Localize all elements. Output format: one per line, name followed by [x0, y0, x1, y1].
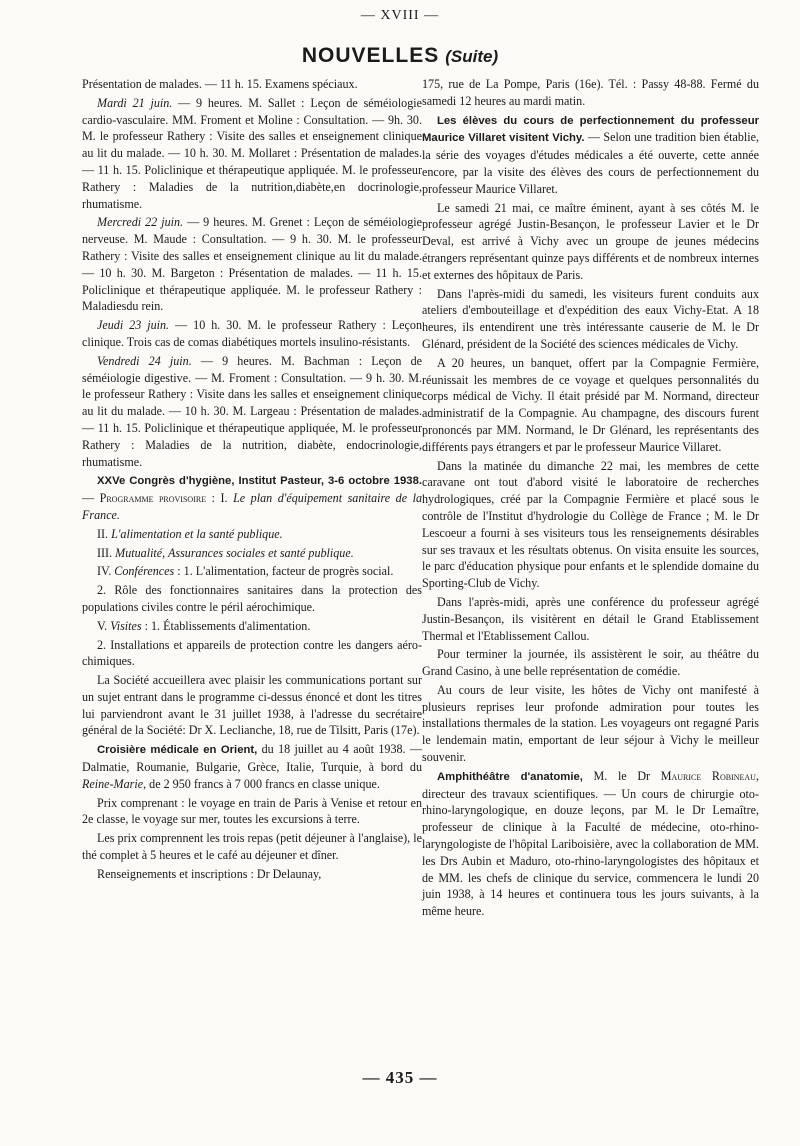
paragraph-text: III. [97, 545, 116, 560]
paragraph: Dans l'après-midi du samedi, les visiteurs furent conduits aux ateliers d'embouteillage et d'expédition des eaux Vichy-Etat. A 18 heures, ils entendirent une très intéressante causerie de M. le Dr Glénard, président de la Société des sciences médicales de Vichy. [422, 286, 759, 351]
heading-croisiere: Croisière médicale en Orient, [97, 744, 258, 757]
page-folio: — 435 — [362, 1068, 438, 1087]
heading-amphi: Amphithéâtre d'anatomie, [437, 770, 583, 783]
paragraph-text: II. [97, 526, 112, 541]
paragraph-mardi [82, 95, 422, 213]
paragraph-text: L'alimentation et la santé publique. [111, 526, 283, 541]
paragraph-vendredi [82, 353, 422, 471]
page-title [0, 44, 800, 68]
page-title-suite: (Suite) [445, 47, 499, 66]
paragraph-text: : 1. Établissements d'alimentation. [141, 618, 311, 633]
paragraph: Dans l'après-midi, après une conférence du professeur agrégé Justin-Besançon, ils visitèrent en détail le Grand Etablissement Thermal et l'Etablissement Callou. [422, 594, 759, 643]
paragraph-text: : 1. L'alimentation, facteur de progrès social. [174, 564, 394, 579]
right-column [422, 76, 759, 922]
paragraph: Présentation de malades. — 11 h. 15. Examens spéciaux. [82, 77, 358, 91]
date-mardi: Mardi 21 juin. [97, 95, 173, 110]
paragraph-ii [82, 526, 422, 543]
date-jeudi: Jeudi 23 juin. [97, 318, 170, 333]
paragraph-croisiere [82, 741, 422, 792]
paragraph-text: Conférences [114, 564, 175, 579]
paragraph-iii [82, 545, 422, 562]
paragraph-text: IV. [97, 564, 115, 579]
paragraph-text: , directeur des travaux scientifiques. — Un cours de chirurgie oto-rhino-laryngologique, en douze leçons, par M. le Dr Lemaître, professeur de clinique à la Faculté de médecine, oto-rhino-laryngologiste de l'hôpital Lariboisière, avec la collaboration de MM. les Drs Aubin et Maduro, oto-rhino-laryngologistes des hôpitaux et de MM. les chefs de clinique du service, commencera le lundi 20 juin 1938, à 14 heures et continuera tous les jours suivants, à la même heure. [422, 768, 759, 919]
paragraph-text: V. [97, 618, 111, 633]
paragraph-text: : I. [206, 491, 234, 506]
paragraph: Les prix comprennent les trois repas (petit déjeuner à l'anglaise), le thé complet à 5 heures et le café au déjeuner et dîner. [82, 831, 422, 863]
paragraph-text: — 9 heures. M. Sallet : Leçon de séméiologie cardio-vasculaire. MM. Froment et Moline : Consultation. — 9h. 30. M. le professeur Rathery : Visite des salles et enseignement clinique au lit du malade. — 10 h. 30. M. Mollaret : Présentation de malades. — 11 h. 15. Policlinique et thérapeutique appliquée. M. le professeur Rathery : Maladies de la nutrition,diabète,en docrinologie, rhumatisme. [82, 95, 423, 211]
paragraph: Pour terminer la journée, ils assistèrent le soir, au théâtre du Grand Casino, à une belle représentation de comédie. [422, 647, 759, 679]
paragraph-iv [82, 563, 422, 580]
left-column [82, 76, 422, 885]
paragraph: 175, rue de La Pompe, Paris (16e). Tél. : Passy 48-88. Fermé du samedi 12 heures au mardi matin. [422, 77, 759, 108]
paragraph-text: du 18 juillet au 4 août 1938. — Dalmatie, Roumanie, Bulgarie, Grèce, Italie, Turquie, à bord du [82, 742, 422, 775]
paragraph-text: , de 2 950 francs à 7 000 francs en classe unique. [143, 776, 380, 791]
paragraph-text: — 9 heures. M. Grenet : Leçon de séméiologie nerveuse. M. Maude : Consultation. — 9 h. 30. M. le professeur Rathery : Visite des salles et enseignement clinique au lit du malade. — 10 h. 30. M. Bargeton : Présentation de malades. — 11 h. 15. Policlinique et thérapeutique appliquée. M. le professeur Rathery : Maladiesdu rein. [82, 215, 422, 314]
paragraph-text: — 10 h. 30. M. le professeur Rathery : Leçon clinique. Trois cas de comas diabétiques mortels insulino-résistants. [82, 318, 422, 349]
paragraph-v [82, 618, 422, 635]
paragraph-jeudi [82, 317, 422, 351]
paragraph-congres [82, 472, 422, 523]
paragraph-mercredi [82, 214, 422, 315]
paragraph: Prix comprenant : le voyage en train de Paris à Venise et retour en 2e classe, le voyage sur mer, toutes les excursions à terre. [82, 795, 422, 827]
page-number-roman: — XVIII — [360, 8, 440, 23]
paragraph: Le samedi 21 mai, ce maître éminent, ayant à ses côtés M. le professeur agrégé Justin-Besançon, le professeur Lavier et le Dr Deval, est arrivé à Vichy avec un groupe de jeunes médecins étrangers représentant quinze pays différents et de nombreux internes et externes des hôpitaux de Paris. [422, 200, 759, 282]
paragraph-eleves [422, 112, 759, 198]
date-vendredi: Vendredi 24 juin. [97, 353, 192, 368]
ship-name: Reine-Marie [82, 776, 144, 791]
paragraph-text: — 9 heures. M. Bachman : Leçon de séméiologie digestive. — M. Froment : Consultation. — 9 h. 30. M. le professeur Rathery : Visite dans les salles et enseignement clinique au lit du malade. — 10 h. 30. M. Largeau : Présentation de malades. — 11 h. 15. Policlinique et thérapeutique appliquée, M. le professeur Rathery : Maladies de la nutrition, diabète, endocrinologie, rhumatisme. [82, 353, 422, 469]
paragraph-text: Le plan d'équipement sanitaire de la France. [82, 491, 422, 522]
paragraph: A 20 heures, un banquet, offert par la Compagnie Fermière, réunissait les membres de ce voyage et quelques personnalités du corps médical de Vichy. Il était présidé par M. Normand, directeur administratif de la Compagnie. Au champagne, des discours furent prononcés par MM. Normand, le Dr Glénard, les représentants des différents pays étrangers et par le professeur Maurice Villaret. [422, 355, 759, 454]
heading-congres: XXVe Congrès d'hygiène, Institut Pasteur, 3-6 octobre 1938. [97, 475, 422, 488]
date-mercredi: Mercredi 22 juin. [97, 215, 184, 230]
paragraph-text: — Selon une tradition bien établie, la série des voyages d'études médicales a été ouverte, cette année encore, par la visite des élèves des cours de perfectionnement du professeur Maurice Villaret. [422, 130, 759, 196]
programme-label: — Programme provisoire [82, 491, 207, 506]
person-name: Maurice Robineau [660, 768, 756, 783]
heading-eleves: Les élèves du cours de perfectionnement du professeur Maurice Villaret visitent Vichy. [422, 114, 759, 145]
page-title-main: NOUVELLES [301, 44, 440, 67]
paragraph: 2. Rôle des fonctionnaires sanitaires dans la protection des populations civiles contre le péril aérochimique. [82, 583, 422, 614]
paragraph-text: Visites [110, 618, 142, 633]
paragraph: 2. Installations et appareils de protection contre les dangers aéro-chimiques. [82, 637, 422, 669]
paragraph: Dans la matinée du dimanche 22 mai, les membres de cette caravane ont tout d'abord visité le laboratoire de recherches hydrologiques, créé par la Compagnie Fermière et placé sous le contrôle de l'Institut d'hydrologie du Collège de France ; M. le Dr Lescoeur a fourni à ses visiteurs tous les renseignements désirables sur ses travaux et les résultats obtenus. On visita ensuite les sources, le parc d'éducation physique pour enfants et le splendide domaine du Sporting-Club de Vichy. [422, 458, 759, 591]
paragraph-amphi [422, 768, 759, 920]
paragraph: La Société accueillera avec plaisir les communications portant sur un sujet entrant dans le programme ci-dessus énoncé et dont les titres lui parviendront avant le 31 juillet 1938, à l'adresse du secrétaire général de la Société: Dr X. Leclianche, 18, rue de Tilsitt, Paris (17e). [82, 673, 422, 738]
paragraph: Renseignements et inscriptions : Dr Delaunay, [97, 866, 322, 881]
paragraph-text: Mutualité, Assurances sociales et santé publique. [115, 545, 354, 560]
paragraph: Au cours de leur visite, les hôtes de Vichy ont manifesté à plusieurs reprises leur profonde admiration pour toutes les installations thermales de la station. Les voyageurs ont regagné Paris le lendemain matin, emportant de leur séjour à Vichy le meilleur souvenir. [422, 682, 759, 765]
paragraph-text: M. le Dr [582, 768, 661, 783]
